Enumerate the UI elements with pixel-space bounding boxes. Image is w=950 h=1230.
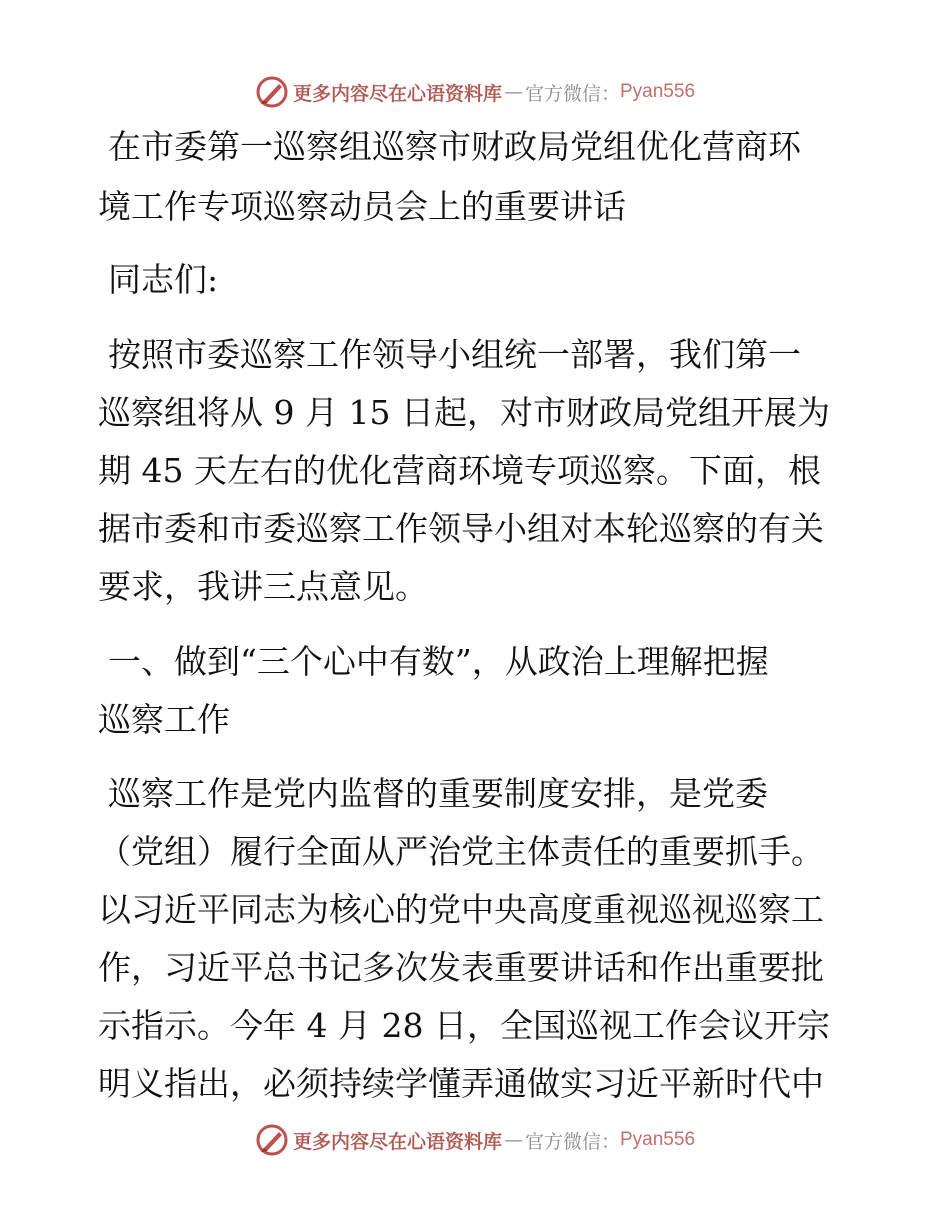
doc-title-line-1: 在市委第一巡察组巡察市财政局党组优化营商环 <box>108 127 801 166</box>
quill-pen-logo-icon <box>255 1123 289 1157</box>
para1-line-5: 要求，我讲三点意见。 <box>98 567 428 606</box>
para1-line-2: 巡察组将从 9 月 15 日起，对市财政局党组开展为 <box>98 393 830 432</box>
site-name: 更多内容尽在心语资料库 <box>292 1130 502 1153</box>
para2-line-2: （党组）履行全面从严治党主体责任的重要抓手。 <box>98 832 824 871</box>
para2-line-1: 巡察工作是党内监督的重要制度安排，是党委 <box>108 774 768 813</box>
heading1-line-2: 巡察工作 <box>98 700 230 739</box>
banner-dash: — <box>503 1129 523 1151</box>
heading1-line-1: 一、做到“三个心中有数”，从政治上理解把握 <box>108 642 769 681</box>
para1-line-3: 期 45 天左右的优化营商环境专项巡察。下面，根 <box>98 451 821 490</box>
para2-line-6: 明义指出，必须持续学懂弄通做实习近平新时代中 <box>98 1064 824 1103</box>
quill-pen-logo-icon <box>255 75 289 109</box>
para2-line-3: 以习近平同志为核心的党中央高度重视巡视巡察工 <box>98 890 824 929</box>
para1-line-4: 据市委和市委巡察工作领导小组对本轮巡察的有关 <box>98 509 824 548</box>
doc-title-line-2: 境工作专项巡察动员会上的重要讲话 <box>98 187 626 226</box>
banner-dash: — <box>503 81 523 103</box>
wechat-id: Pyan556 <box>620 1129 696 1150</box>
site-name: 更多内容尽在心语资料库 <box>292 82 502 105</box>
salutation: 同志们: <box>108 260 219 299</box>
footer-watermark <box>0 1120 950 1160</box>
wechat-label: 官方微信： <box>524 1130 620 1153</box>
wechat-id: Pyan556 <box>620 81 696 102</box>
para2-line-5: 示指示。今年 4 月 28 日，全国巡视工作会议开宗 <box>98 1006 830 1045</box>
para1-line-1: 按照市委巡察工作领导小组统一部署，我们第一 <box>108 335 801 374</box>
wechat-label: 官方微信： <box>524 82 620 105</box>
para2-line-4: 作，习近平总书记多次发表重要讲话和作出重要批 <box>98 948 824 987</box>
header-watermark <box>0 72 950 112</box>
